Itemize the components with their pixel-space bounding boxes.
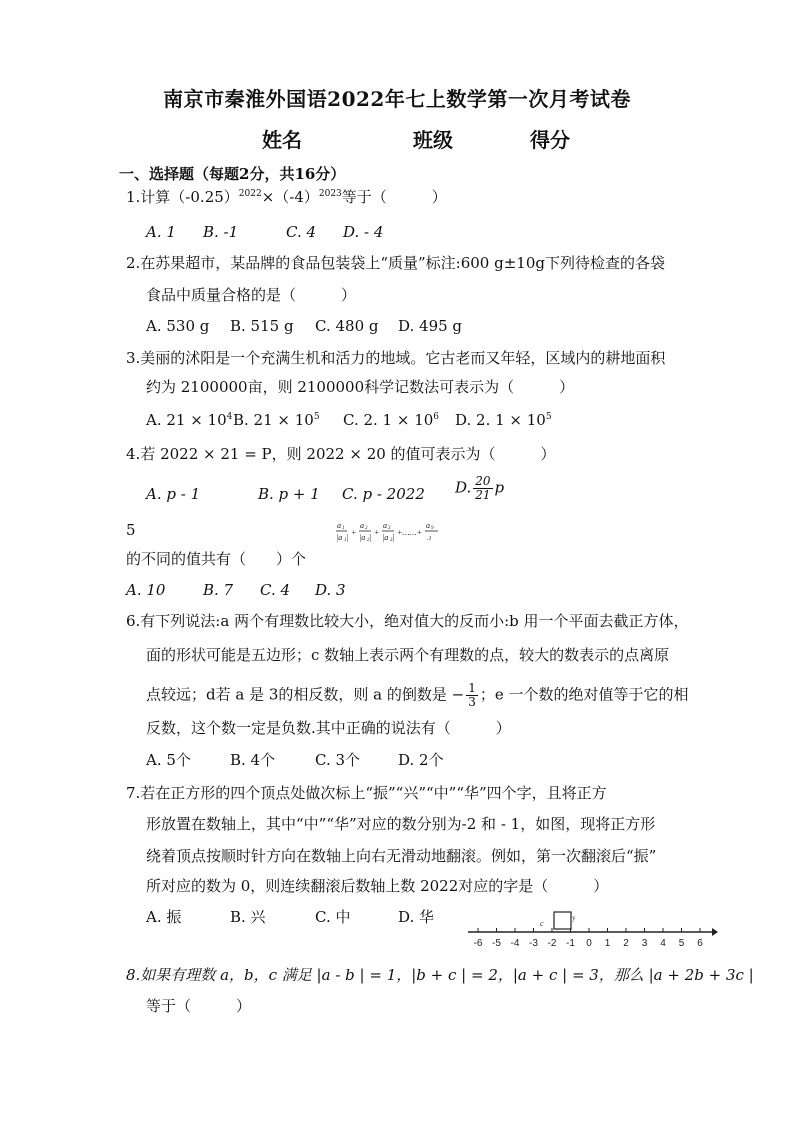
- q4-option-d-numerator: 20: [475, 474, 491, 488]
- q7-line-3: 绕着顶点按顺时针方向在数轴上向右无滑动地翻滚。例如，第一次翻滚后“振”: [146, 847, 657, 865]
- q2-option-b: B. 515 g: [230, 317, 294, 335]
- q5-expression-image: [334, 518, 440, 546]
- axis-tick-label: -5: [492, 938, 501, 949]
- square-label-y: y: [572, 914, 576, 922]
- q6-fraction: [466, 682, 478, 709]
- q5-option-a: A. 10: [126, 581, 166, 599]
- q8-line-2: 等于（ ）: [146, 997, 252, 1015]
- svg-text:2: 2: [365, 526, 368, 531]
- q5-option-c: C. 4: [260, 581, 291, 599]
- section-heading: 一、选择题（每题2分，共16分）: [119, 165, 346, 183]
- name-label: 姓名: [262, 128, 302, 152]
- q4-option-a: A. p - 1: [146, 485, 201, 503]
- svg-text:+: +: [351, 528, 357, 537]
- q4-option-d: [455, 475, 504, 502]
- svg-text:|: |: [346, 533, 349, 542]
- svg-text:+……+: +……+: [397, 528, 423, 537]
- q3-option-b-text: B. 21 × 10: [233, 411, 314, 429]
- q1-option-a: A. 1: [146, 223, 176, 241]
- svg-text:a: a: [337, 521, 341, 530]
- q7-line-2: 形放置在数轴上，其中“中”“华”对应的数分别为-2 和 - 1，如图，现将正方形: [146, 815, 656, 833]
- svg-text:a: a: [383, 521, 387, 530]
- svg-text:|a: |a: [359, 533, 366, 542]
- q1-exp2: 2023: [318, 189, 342, 199]
- q6-line-3-a: 点较远；d若 a 是 3的相反数，则 a 的倒数是 −: [146, 685, 465, 704]
- rolling-square: [554, 912, 571, 929]
- axis-tick-label: -3: [529, 938, 538, 949]
- axis-tick-label: -6: [473, 938, 483, 949]
- svg-text:.1: .1: [427, 536, 432, 542]
- svg-text:2: 2: [367, 538, 370, 543]
- q3-option-d-text: D. 2. 1 × 10: [455, 411, 546, 429]
- q4-option-b: B. p + 1: [258, 485, 320, 503]
- axis-tick-label: 3: [641, 938, 648, 949]
- svg-text:a: a: [426, 521, 430, 530]
- q3-option-c: [343, 410, 439, 430]
- axis-tick-label: 5: [678, 938, 685, 949]
- q3-option-a-exp: 4: [226, 412, 233, 422]
- svg-text:|: |: [369, 533, 372, 542]
- q3-line-1: 3.美丽的沭阳是一个充满生机和活力的地域。它古老而又年轻，区域内的耕地面积: [126, 349, 666, 367]
- q5-option-d: D. 3: [315, 581, 346, 599]
- q1-suffix: 等于（ ）: [341, 188, 447, 206]
- axis-ticks: [474, 928, 704, 949]
- svg-text:a: a: [360, 521, 364, 530]
- q6-option-d: D. 2个: [398, 751, 444, 769]
- axis-tick-label: -2: [547, 938, 557, 949]
- q3-line-2: 约为 2100000亩，则 2100000科学记数法可表示为（ ）: [146, 378, 575, 396]
- axis-tick-label: -1: [566, 938, 575, 949]
- q3-option-d-exp: 5: [545, 412, 552, 422]
- q1-option-c: C. 4: [286, 223, 317, 241]
- q3-option-a-text: A. 21 × 10: [146, 411, 227, 429]
- q4-option-d-var: p: [494, 478, 505, 497]
- number-line-figure: [468, 908, 718, 952]
- svg-text:1: 1: [342, 526, 345, 531]
- q1-exp1: 2022: [238, 189, 262, 199]
- q6-line-3-b: ；e 一个数的绝对值等于它的相: [479, 685, 689, 704]
- q1-prefix: 1.计算（-0.25）: [126, 188, 239, 206]
- axis-arrow: [712, 928, 718, 936]
- q6-option-c: C. 3个: [315, 751, 361, 769]
- svg-text:1: 1: [344, 538, 347, 543]
- q5-number: 5: [126, 521, 136, 539]
- q6-option-b: B. 4个: [230, 751, 276, 769]
- q2-line-2: 食品中质量合格的是（ ）: [146, 286, 357, 304]
- q7-option-d: D. 华: [398, 908, 435, 926]
- svg-text:9: 9: [431, 526, 434, 531]
- q3-option-c-exp: 6: [433, 412, 440, 422]
- q5-option-b: B. 7: [203, 581, 234, 599]
- exam-title: 南京市秦淮外国语2022年七上数学第一次月考试卷: [163, 87, 631, 111]
- q6-line-2: 面的形状可能是五边形；c 数轴上表示两个有理数的点，较大的数表示的点离原: [146, 646, 670, 664]
- q7-line-1: 7.若在正方形的四个顶点处做次标上“振”“兴”“中”“华”四个字，且将正方: [126, 784, 607, 802]
- q6-fraction-denominator: 3: [468, 695, 476, 709]
- svg-text:3: 3: [390, 538, 393, 543]
- question-1: [126, 187, 447, 207]
- q6-line-4: 反数，这个数一定是负数.其中正确的说法有（ ）: [146, 719, 511, 737]
- score-label: 得分: [530, 128, 570, 152]
- q1-option-d: D. - 4: [343, 223, 384, 241]
- q7-option-b: B. 兴: [230, 908, 266, 926]
- q8-line-1: 8.如果有理数 a，b，c 满足 |a - b | = 1，|b + c | = 2，|a + c | = 3，那么 |a + 2b + 3c |: [126, 966, 754, 984]
- axis-tick-label: 2: [623, 938, 629, 949]
- q4-option-d-label: D.: [455, 478, 472, 497]
- q3-option-c-text: C. 2. 1 × 10: [343, 411, 434, 429]
- q2-option-a: A. 530 g: [146, 317, 210, 335]
- q3-option-b: [233, 410, 320, 430]
- q6-line-1: 6.有下列说法:a 两个有理数比较大小，绝对值大的反而小:b 用一个平面去截正方体，: [126, 612, 689, 630]
- svg-text:3: 3: [388, 526, 391, 531]
- q7-line-4: 所对应的数为 0，则连续翻滚后数轴上数 2022对应的字是（ ）: [146, 877, 609, 895]
- q2-line-1: 2.在苏果超市，某品牌的食品包装袋上“质量”标注:600 g±10g下列待检查的各袋: [126, 254, 665, 272]
- q6-option-a: A. 5个: [146, 751, 191, 769]
- q2-option-c: C. 480 g: [315, 317, 379, 335]
- axis-tick-label: 6: [697, 938, 703, 949]
- q7-option-c: C. 中: [315, 908, 351, 926]
- svg-text:|a: |a: [382, 533, 389, 542]
- q4-line-1: 4.若 2022 × 21 = P，则 2022 × 20 的值可表示为（ ）: [126, 445, 556, 463]
- svg-text:+: +: [374, 528, 380, 537]
- q6-fraction-numerator: 1: [468, 681, 476, 695]
- q5-line-2: 的不同的值共有（ ）个: [126, 550, 307, 568]
- q3-option-b-exp: 5: [313, 412, 320, 422]
- axis-tick-label: 4: [660, 938, 666, 949]
- square-label-c: c: [540, 919, 544, 928]
- q6-line-3: [146, 682, 689, 709]
- q3-option-d: [455, 410, 552, 430]
- q4-option-d-denominator: 21: [475, 488, 491, 502]
- svg-text:|: |: [392, 533, 395, 542]
- q3-option-a: [146, 410, 232, 430]
- q4-option-d-fraction: [473, 475, 492, 502]
- axis-tick-label: -4: [510, 938, 520, 949]
- axis-tick-label: 1: [604, 938, 611, 949]
- q1-option-b: B. -1: [203, 223, 239, 241]
- class-label: 班级: [413, 128, 453, 152]
- q4-option-c: C. p - 2022: [342, 485, 425, 503]
- svg-text:|a: |a: [336, 533, 343, 542]
- q7-option-a: A. 振: [146, 908, 182, 926]
- q1-mid: ×（-4）: [261, 188, 319, 206]
- q2-option-d: D. 495 g: [398, 317, 463, 335]
- axis-tick-label: 0: [586, 938, 592, 949]
